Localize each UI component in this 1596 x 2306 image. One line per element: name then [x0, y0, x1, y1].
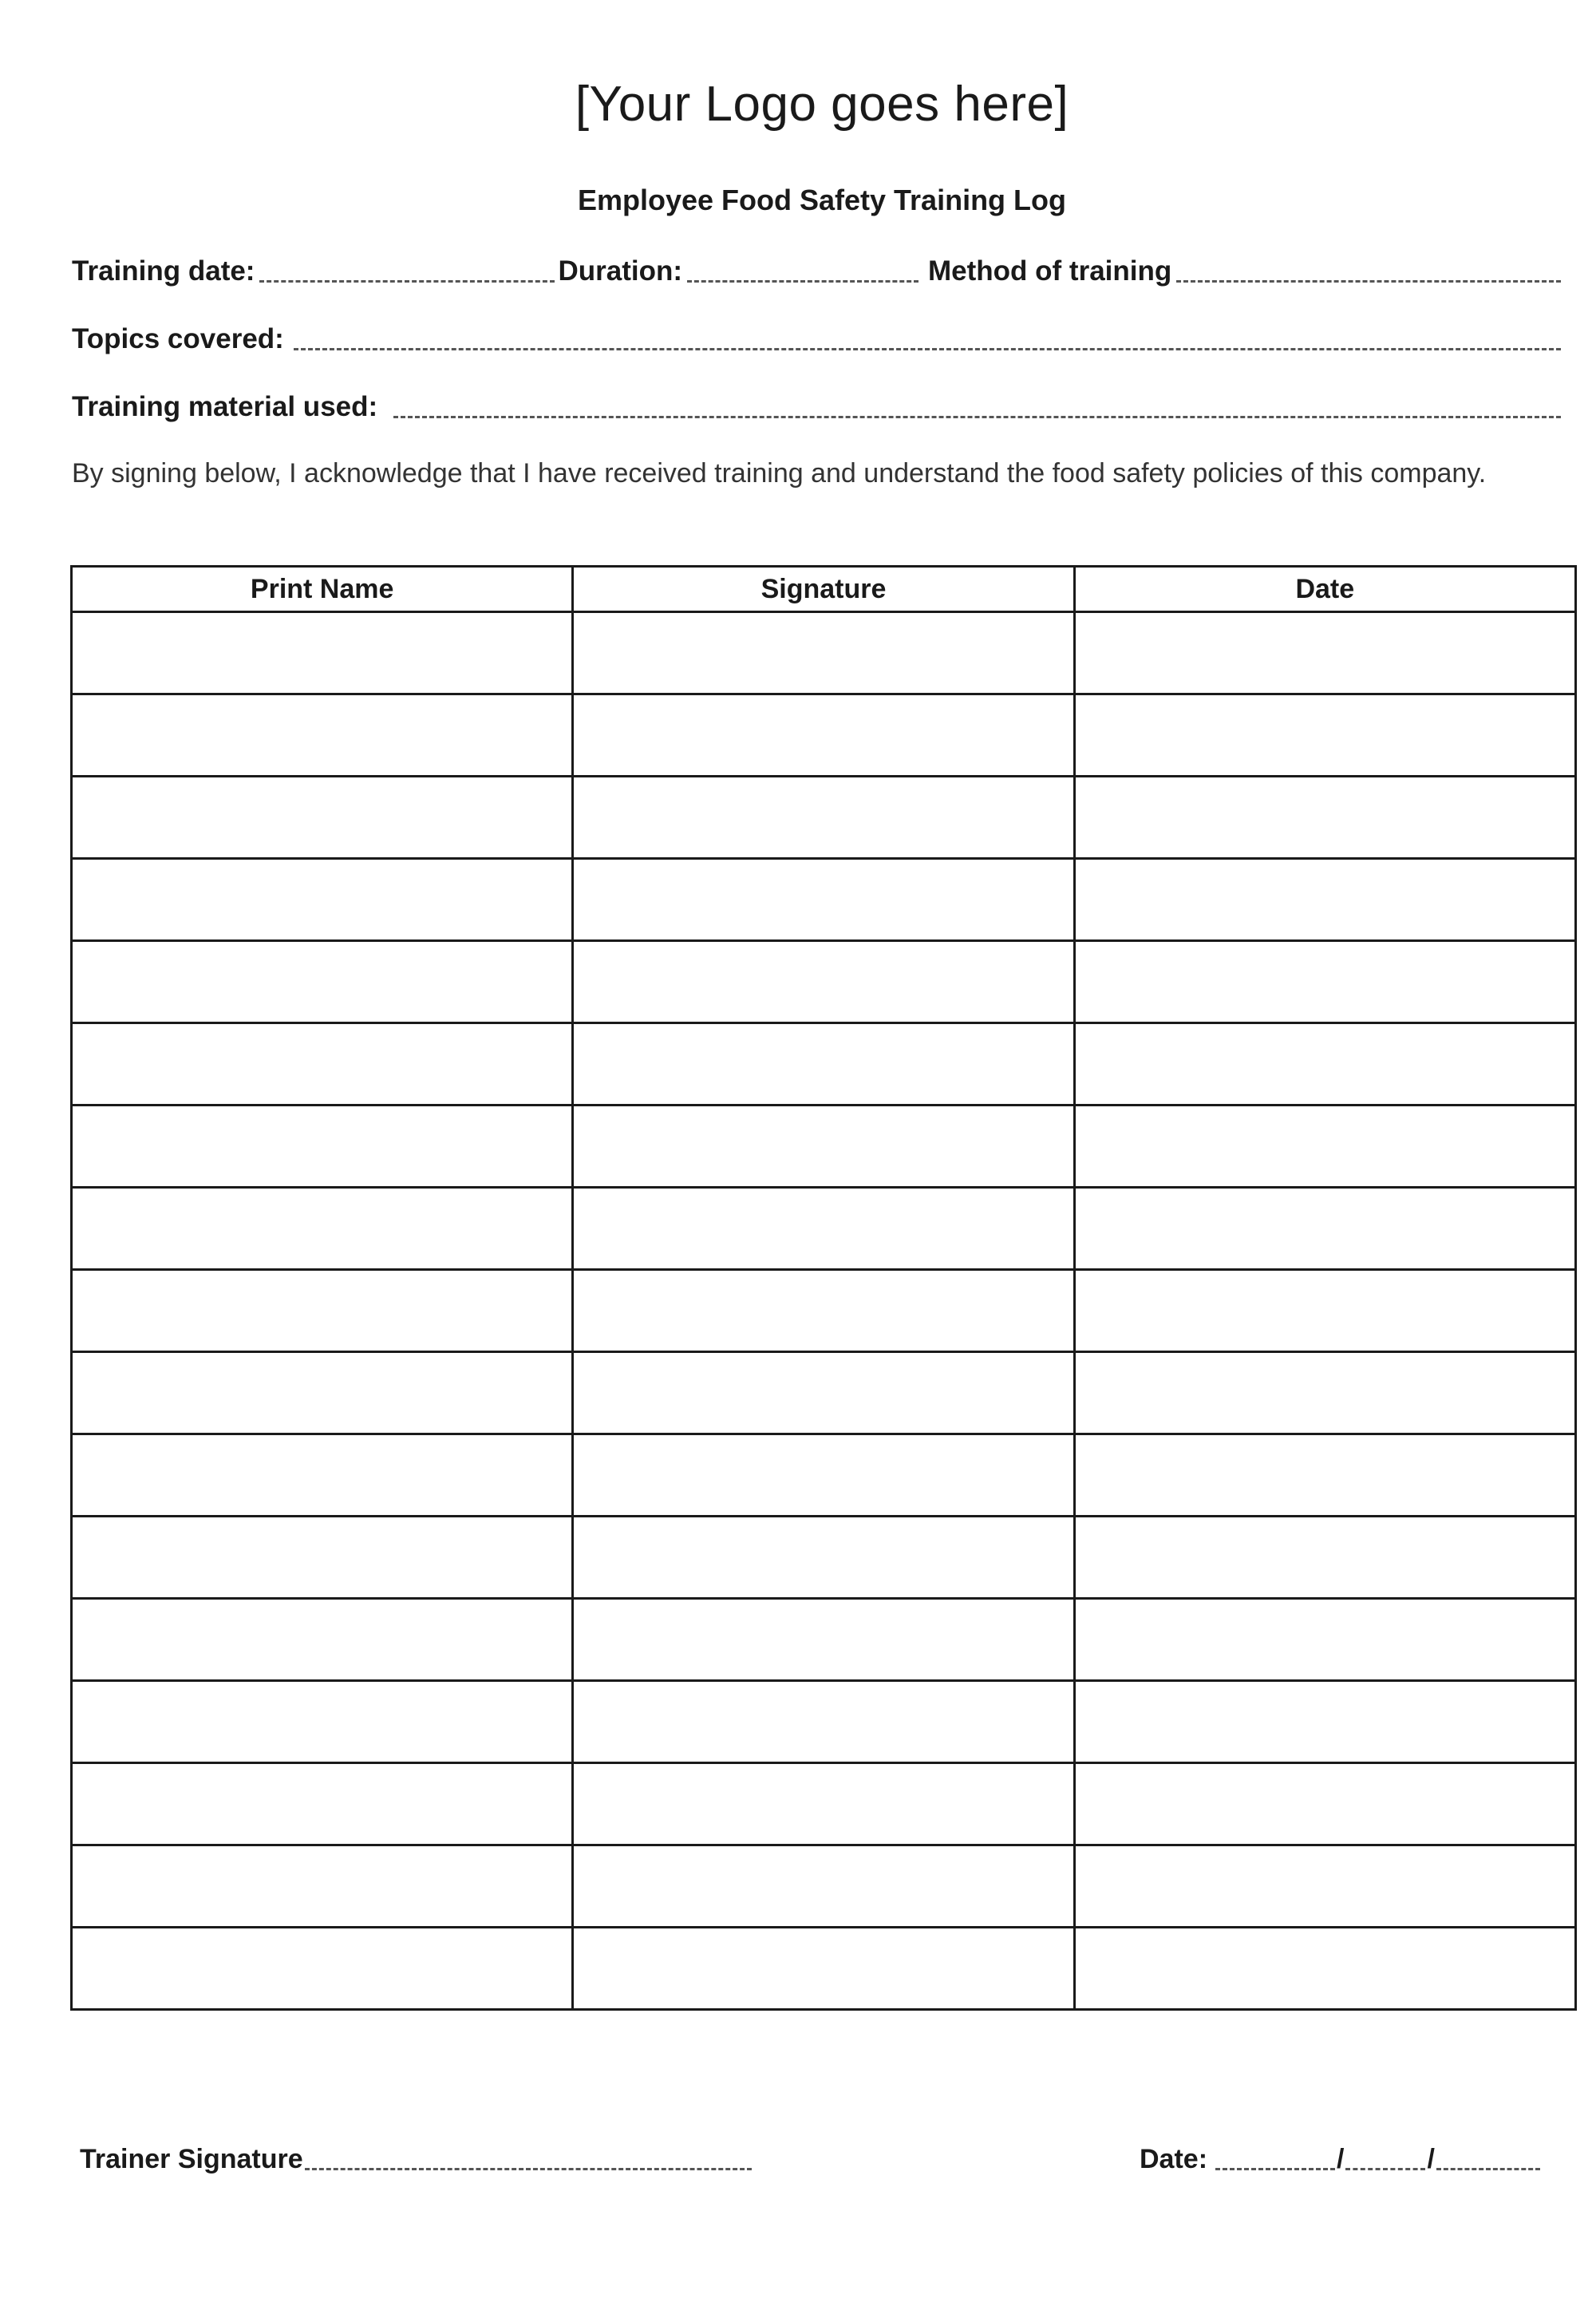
cell-date[interactable]	[1074, 1270, 1575, 1352]
table-row	[72, 694, 1576, 777]
table-row	[72, 1599, 1576, 1681]
cell-signature[interactable]	[573, 1599, 1074, 1681]
duration-field[interactable]	[687, 250, 918, 283]
table-row	[72, 941, 1576, 1023]
signature-table	[70, 565, 1577, 2011]
method-of-training-field[interactable]	[1176, 250, 1561, 283]
duration-label: Duration:	[558, 255, 683, 287]
cell-signature[interactable]	[573, 941, 1074, 1023]
cell-date[interactable]	[1074, 1434, 1575, 1517]
cell-signature[interactable]	[573, 1106, 1074, 1188]
cell-print-name[interactable]	[72, 1106, 573, 1188]
cell-print-name[interactable]	[72, 1023, 573, 1106]
cell-print-name[interactable]	[72, 1928, 573, 2010]
topics-covered-label: Topics covered:	[72, 323, 284, 354]
cell-date[interactable]	[1074, 1763, 1575, 1845]
cell-signature[interactable]	[573, 1434, 1074, 1517]
cell-date[interactable]	[1074, 1681, 1575, 1763]
cell-date[interactable]	[1074, 612, 1575, 694]
column-header-date: Date	[1074, 567, 1575, 612]
training-date-field[interactable]	[259, 250, 555, 283]
cell-signature[interactable]	[573, 1188, 1074, 1270]
cell-print-name[interactable]	[72, 1763, 573, 1845]
date-year-field[interactable]	[1436, 2138, 1540, 2170]
cell-print-name[interactable]	[72, 1270, 573, 1352]
cell-date[interactable]	[1074, 859, 1575, 941]
cell-signature[interactable]	[573, 777, 1074, 859]
table-row	[72, 612, 1576, 694]
table-row	[72, 1517, 1576, 1599]
date-separator: /	[1427, 2144, 1435, 2174]
training-info-row	[72, 247, 1564, 291]
material-row	[72, 383, 1564, 426]
date-separator: /	[1337, 2144, 1345, 2174]
form-title: Employee Food Safety Training Log	[577, 184, 1067, 216]
cell-date[interactable]	[1074, 1188, 1575, 1270]
cell-signature[interactable]	[573, 612, 1074, 694]
cell-date[interactable]	[1074, 1106, 1575, 1188]
cell-print-name[interactable]	[72, 777, 573, 859]
table-row	[72, 1023, 1576, 1106]
cell-date[interactable]	[1074, 1517, 1575, 1599]
cell-print-name[interactable]	[72, 1434, 573, 1517]
table-row	[72, 1188, 1576, 1270]
cell-print-name[interactable]	[72, 941, 573, 1023]
table-body	[72, 612, 1576, 2010]
cell-date[interactable]	[1074, 1023, 1575, 1106]
table-row	[72, 1845, 1576, 1928]
training-date-label: Training date:	[72, 255, 255, 287]
table-row	[72, 1763, 1576, 1845]
cell-date[interactable]	[1074, 1928, 1575, 2010]
cell-signature[interactable]	[573, 1845, 1074, 1928]
cell-signature[interactable]	[573, 1928, 1074, 2010]
footer-date-block	[1140, 2135, 1564, 2178]
topics-row	[72, 315, 1564, 358]
training-material-label: Training material used:	[72, 391, 378, 422]
table-row	[72, 1681, 1576, 1763]
cell-signature[interactable]	[573, 1270, 1074, 1352]
cell-print-name[interactable]	[72, 1681, 573, 1763]
acknowledgement-text: By signing below, I acknowledge that I have received training and understand the food safety policies of this company.	[72, 458, 1487, 488]
cell-signature[interactable]	[573, 1352, 1074, 1434]
cell-date[interactable]	[1074, 694, 1575, 777]
table-row	[72, 1434, 1576, 1517]
cell-print-name[interactable]	[72, 859, 573, 941]
cell-print-name[interactable]	[72, 1517, 573, 1599]
date-month-field[interactable]	[1345, 2138, 1425, 2170]
training-material-field[interactable]	[393, 386, 1561, 418]
cell-date[interactable]	[1074, 941, 1575, 1023]
date-day-field[interactable]	[1215, 2138, 1335, 2170]
cell-date[interactable]	[1074, 1352, 1575, 1434]
trainer-signature-label: Trainer Signature	[80, 2144, 303, 2174]
cell-signature[interactable]	[573, 1681, 1074, 1763]
cell-date[interactable]	[1074, 1845, 1575, 1928]
cell-print-name[interactable]	[72, 694, 573, 777]
table-row	[72, 777, 1576, 859]
table-row	[72, 1270, 1576, 1352]
table-row	[72, 1106, 1576, 1188]
cell-signature[interactable]	[573, 1763, 1074, 1845]
cell-print-name[interactable]	[72, 1188, 573, 1270]
trainer-signature-field[interactable]	[305, 2138, 752, 2170]
table-header-row	[72, 567, 1576, 612]
table-row	[72, 859, 1576, 941]
cell-date[interactable]	[1074, 1599, 1575, 1681]
footer-date-label: Date:	[1140, 2144, 1208, 2174]
column-header-signature: Signature	[573, 567, 1074, 612]
cell-signature[interactable]	[573, 859, 1074, 941]
table-row	[72, 1928, 1576, 2010]
cell-print-name[interactable]	[72, 1845, 573, 1928]
cell-date[interactable]	[1074, 777, 1575, 859]
topics-covered-field[interactable]	[294, 318, 1561, 350]
method-of-training-label: Method of training	[928, 255, 1172, 287]
table-row	[72, 1352, 1576, 1434]
column-header-print-name: Print Name	[72, 567, 573, 612]
cell-signature[interactable]	[573, 1023, 1074, 1106]
cell-print-name[interactable]	[72, 1352, 573, 1434]
logo-placeholder: [Your Logo goes here]	[575, 77, 1069, 132]
cell-print-name[interactable]	[72, 1599, 573, 1681]
cell-print-name[interactable]	[72, 612, 573, 694]
cell-signature[interactable]	[573, 1517, 1074, 1599]
trainer-signature-block	[80, 2135, 766, 2178]
cell-signature[interactable]	[573, 694, 1074, 777]
